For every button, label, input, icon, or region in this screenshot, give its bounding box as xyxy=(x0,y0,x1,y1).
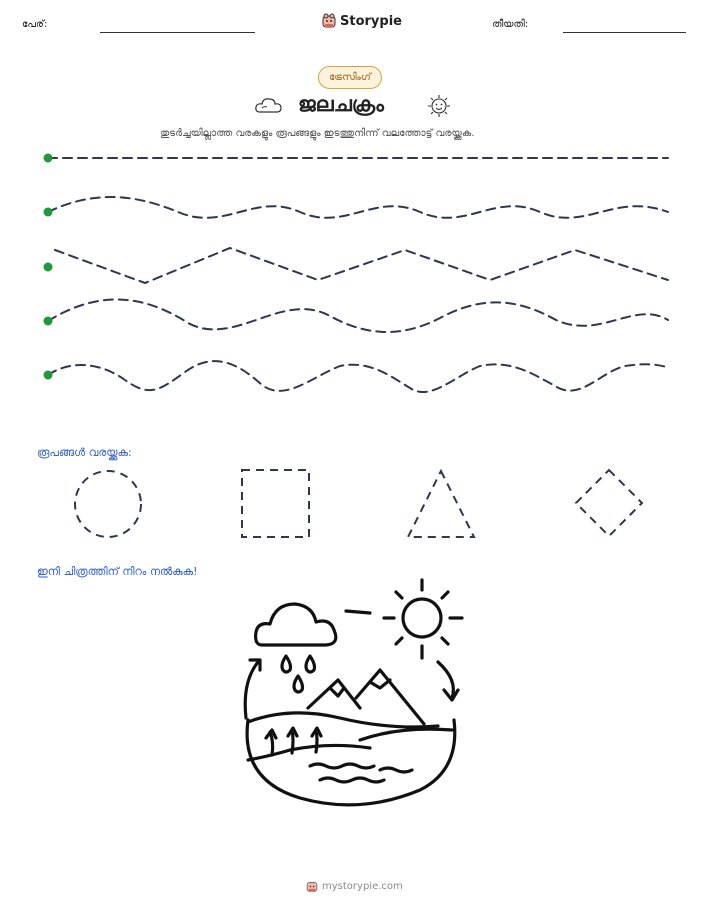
dashed-diamond xyxy=(576,470,642,536)
raindrop-icon xyxy=(294,676,303,692)
start-dot-1 xyxy=(44,154,53,163)
water-wave xyxy=(380,768,412,772)
arrow-icon xyxy=(292,730,293,753)
hill-line xyxy=(248,713,438,727)
start-dot-4 xyxy=(44,317,53,326)
arrow-icon xyxy=(270,732,273,755)
date-label: തീയതി: xyxy=(492,19,529,30)
tracing-badge: ട്രേസിംഗ് xyxy=(318,66,382,89)
dashed-triangle xyxy=(408,471,474,537)
sun-face-icon xyxy=(424,92,454,120)
footer-site[interactable]: mystorypie.com xyxy=(322,881,403,892)
raindrop-icon xyxy=(306,656,315,672)
dashed-circle xyxy=(75,471,141,537)
tracing-line-wave-2 xyxy=(48,299,668,332)
dashed-square xyxy=(242,470,309,537)
tracing-line-zigzag xyxy=(55,248,668,283)
brand-name: Storypie xyxy=(340,13,402,29)
trace-shapes xyxy=(0,462,709,547)
sun-rays xyxy=(384,580,462,658)
cloud-icon xyxy=(256,604,336,645)
river-bank xyxy=(248,745,370,760)
raindrop-icon xyxy=(282,656,291,672)
tracing-line-wave-3 xyxy=(48,361,668,392)
tracing-line-wave-1 xyxy=(48,197,668,218)
mountain-icon xyxy=(356,670,424,724)
footer xyxy=(306,880,403,893)
condensation-arrow-up xyxy=(245,662,258,718)
hill-line xyxy=(360,729,452,740)
cloud-icon xyxy=(254,94,284,116)
shapes-section-title: രൂപങ്ങൾ വരയ്ക്കുക: xyxy=(37,446,132,459)
page-title: ജലചക്രം xyxy=(298,92,384,116)
start-dot-3 xyxy=(44,263,53,272)
name-field[interactable] xyxy=(100,32,255,33)
instruction-text: തുടർച്ചയില്ലാത്ത വരകളും രൂപങ്ങളും ഇടത്തുനിന്ന് വലത്തോട്ട് വരയ്ക്കുക. xyxy=(160,128,475,139)
storypie-mascot-icon xyxy=(322,13,336,29)
tracing-lines xyxy=(0,140,709,400)
brand-logo xyxy=(322,13,402,29)
water-wave xyxy=(310,764,374,768)
water-cycle-illustration xyxy=(230,570,480,840)
start-dot-5 xyxy=(44,371,53,380)
water-wave xyxy=(320,778,384,782)
connector-line xyxy=(346,611,370,613)
name-label: പേര്: xyxy=(22,19,48,30)
arrow-icon xyxy=(316,730,317,752)
storypie-mascot-icon xyxy=(306,880,318,893)
date-field[interactable] xyxy=(563,32,686,33)
sun-icon xyxy=(403,599,441,637)
coloring-section-title: ഇനി ചിത്രത്തിന് നിറം നൽകുക! xyxy=(37,565,198,578)
start-dot-2 xyxy=(44,208,53,217)
